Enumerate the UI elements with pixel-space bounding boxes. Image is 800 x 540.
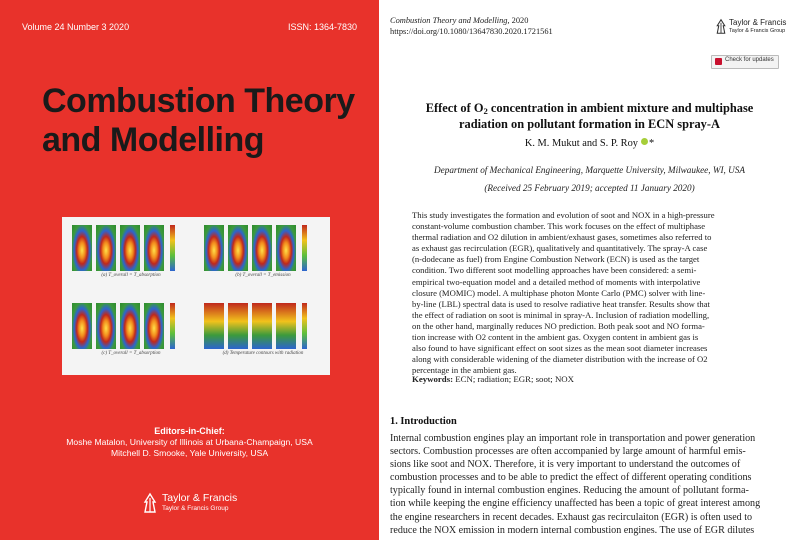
abstract-line: condition. Two different soot modelling approaches have been considered: a semi- <box>412 265 697 276</box>
article-title <box>379 100 800 132</box>
abstract-line: empirical two-equation model and a detailed method of moments with interpolative <box>412 276 701 287</box>
publisher-mark-icon <box>142 492 158 514</box>
cover-editor-2: Mitchell D. Smooke, Yale University, USA <box>110 448 269 458</box>
abstract-line: (n-dodecane as fuel) from Engine Combustion Network (ECN) is used as the target <box>412 254 700 265</box>
cover-publisher-name: Taylor & Francis <box>162 492 238 504</box>
article-title-line1: Effect of $O_2$ concentration in ambient mixture and multiphase <box>425 101 754 116</box>
cover-title-line2: and Modelling <box>42 121 265 159</box>
intro-line: tion while keeping the engine efficiency unaffected has been a topic of great interest among <box>390 498 761 510</box>
cover-figure <box>62 217 330 375</box>
cover-figure-panel-c <box>66 297 196 369</box>
cover-figure-caption-c: (c) T_overall = T_absorption <box>101 351 161 356</box>
abstract-line: as exhaust gas recirculation (EGR), qualitatively and quantitatively. The spray-A case <box>412 243 708 254</box>
cover-figure-panel-a <box>66 219 196 291</box>
check-for-updates-button[interactable] <box>711 55 779 69</box>
abstract-line: along with considerable widening of the diameter distribution with the increase of O2 <box>412 354 708 365</box>
article-authors <box>379 138 800 149</box>
abstract-line: by-line (LBL) spectral data is used to resolve radiative heat transfer. Results show that <box>412 298 710 309</box>
abstract <box>412 210 770 376</box>
intro-line: sectors. Combustion processes are often accompanied by large amount of harmful emis- <box>390 446 746 458</box>
abstract-line: on the other hand, marginally reduces NO prediction. Both peak soot and NO forma- <box>412 320 705 331</box>
orcid-icon[interactable] <box>641 138 648 145</box>
cover-figure-caption-d: (d) Temperature contours with radiation <box>222 351 304 356</box>
cover-title-line1: Combustion Theory <box>42 82 355 120</box>
affiliation: Department of Mechanical Engineering, Marquette University, Milwaukee, WI, USA <box>434 165 745 175</box>
abstract-line: thermal radiation and O2 dilution in ambient/exhaust gases, sometimes also referred to <box>412 232 712 243</box>
cover-title <box>42 82 362 160</box>
keywords-list: ECN; radiation; EGR; soot; NOX <box>455 374 574 384</box>
journal-name: Combustion Theory and Modelling <box>390 16 508 25</box>
publisher-name: Taylor & Francis <box>729 18 787 27</box>
cover-publisher-group: Taylor & Francis Group <box>162 505 229 512</box>
journal-year: , 2020 <box>507 16 529 25</box>
abstract-line: constant-volume combustion chamber. This work focuses on the effect of multiphase <box>412 221 706 232</box>
cover-editors-heading: Editors-in-Chief: <box>154 426 225 436</box>
cover-editors <box>0 426 379 459</box>
doi-link[interactable]: https://doi.org/10.1080/13647830.2020.1721561 <box>390 27 553 36</box>
intro-line: typically found in internal combustion engines. Reducing the amount of pollutant forma- <box>390 485 749 497</box>
abstract-line: also found to have significant effect on soot sizes as the mean soot diameter increases <box>412 343 708 354</box>
check-updates-icon <box>715 58 722 65</box>
received-dates: (Received 25 February 2019; accepted 11 January 2020) <box>484 183 695 193</box>
cover-figure-panel-d <box>198 297 328 369</box>
abstract-line: percentage in the ambient gas. <box>412 365 517 376</box>
intro-line: Internal combustion engines play an important role in transportation and power generation <box>390 433 756 444</box>
article-page <box>379 0 800 540</box>
abstract-line: the effect of radiation on soot is minimal in spray-A. Inclusion of radiation modelling, <box>412 309 710 320</box>
introduction-body <box>390 432 789 537</box>
cover-issn: ISSN: 1364-7830 <box>287 22 357 32</box>
abstract-line: closure (MOMIC) model. A multiphase photon Monte Carlo (PMC) solver with line- <box>412 287 706 298</box>
cover-editor-1: Moshe Matalon, University of Illinois at Urbana-Champaign, USA <box>66 437 313 447</box>
cover-figure-caption-a: (a) T_overall = T_absorption <box>101 273 161 278</box>
cover-figure-caption-b: (b) T_overall = T_emission <box>235 273 291 278</box>
intro-line: sions like soot and NOX. Therefore, it is very important to understand the outcomes of <box>390 459 741 471</box>
section-heading-introduction: 1. Introduction <box>390 416 457 427</box>
article-title-line2: radiation on pollutant formation in ECN spray-A <box>459 117 720 131</box>
check-updates-label: Check for updates <box>725 57 774 63</box>
publisher-group: Taylor & Francis Group <box>729 28 786 34</box>
publisher-mark-icon <box>715 18 727 35</box>
abstract-line: This study investigates the formation and evolution of soot and NOX in a high-pressure <box>412 210 715 220</box>
keywords-label: Keywords: <box>412 374 454 384</box>
intro-line: reduce the NOX emission in modern internal combustion engines. The use of EGR dilutes <box>390 524 755 536</box>
abstract-line: tion increase with O2 content in the ambient gas. Oxygen content in ambient gas is <box>412 332 699 343</box>
journal-cover <box>0 0 379 540</box>
cover-figure-panel-b <box>198 219 328 291</box>
keywords <box>412 374 574 384</box>
corresponding-author-mark: * <box>648 138 655 149</box>
cover-volume: Volume 24 Number 3 2020 <box>22 22 130 32</box>
intro-line: the engine researchers in recent decades. Exhaust gas recirculaiton (EGR) is often used to <box>390 511 753 523</box>
intro-line: combustion processes and to be able to predict the effect of different operating conditions <box>390 472 752 484</box>
authors-text: K. M. Mukut and S. P. Roy <box>524 138 638 149</box>
article-meta <box>390 15 553 37</box>
